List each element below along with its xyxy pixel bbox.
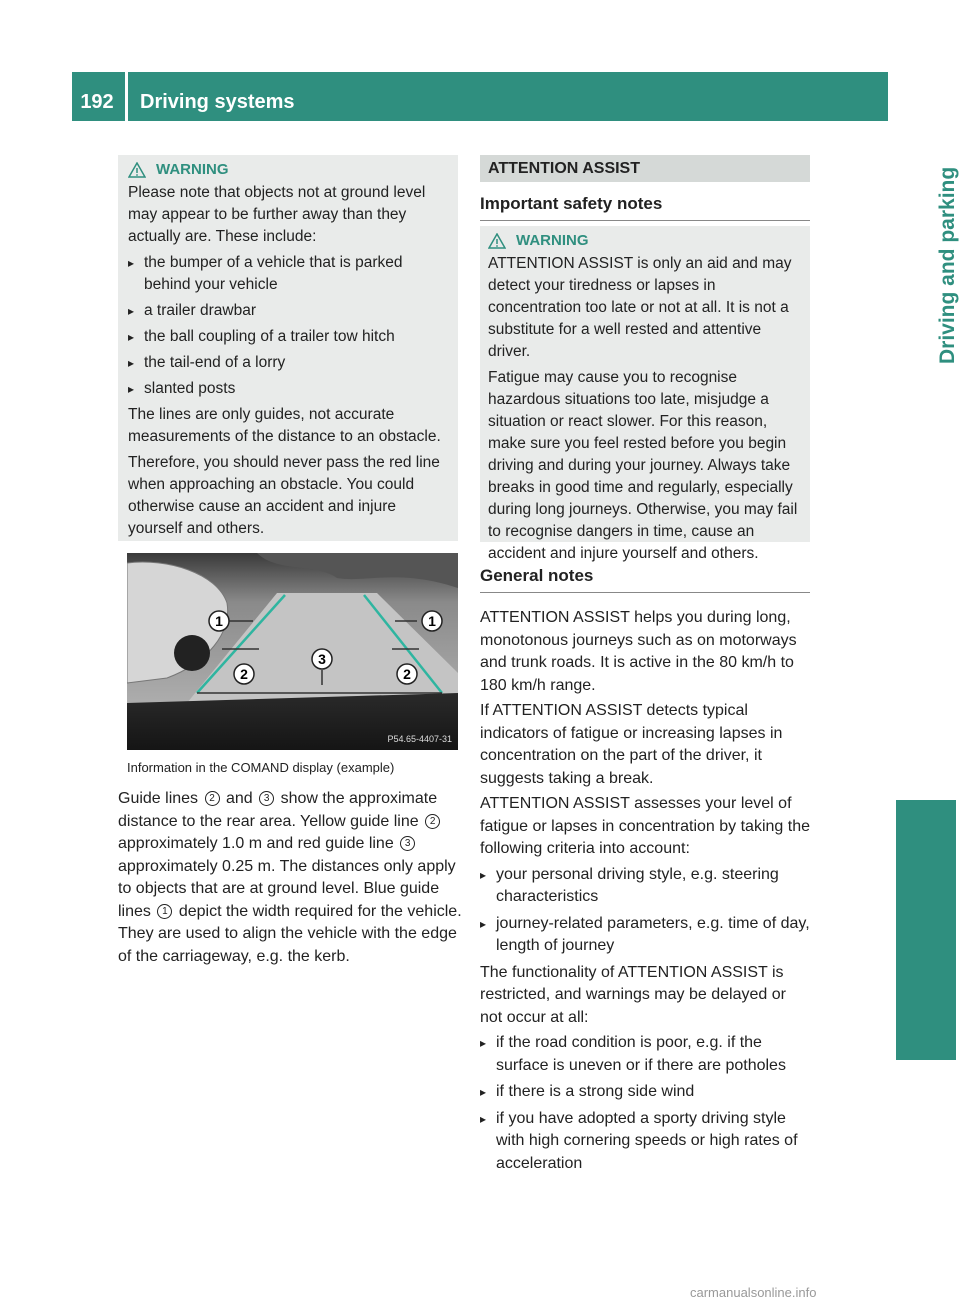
general-para3: ATTENTION ASSIST assesses your level of fatigue or lapses in concentration by taking the following criteria into account: xyxy=(480,795,810,857)
attention-assist-heading: ATTENTION ASSIST xyxy=(480,155,810,182)
figure-marker-1-left xyxy=(209,611,229,631)
figure-marker-3 xyxy=(312,649,332,669)
list-item: ▸ the bumper of a vehicle that is parked behind your vehicle xyxy=(128,252,448,296)
right-warning-header xyxy=(488,232,802,249)
right-warning-para1: ATTENTION ASSIST is only an aid and may detect your tiredness or lapses in concentration too late or not at all. It is not a substitute for a well rested and attentive driver. xyxy=(488,255,792,360)
figure-marker-1-right xyxy=(422,611,442,631)
list-item: ▸ journey-related parameters, e.g. time of day, length of journey xyxy=(480,913,810,958)
marker-2: 2 xyxy=(425,814,440,829)
list-item: ▸ if you have adopted a sporty driving style with high cornering speeds or high rates of acceleration xyxy=(480,1108,810,1176)
right-warning-title: WARNING xyxy=(516,232,589,249)
criteria-list xyxy=(480,864,810,958)
side-tab-label: Driving and parking xyxy=(936,166,959,364)
right-warning-para2: Fatigue may cause you to recognise hazardous situations too late, misjudge a situation or react slower. For this reason, make sure you feel rested before you begin driving and during your journey. Always take breaks in good time and regularly, especially during long journeys. Otherwise, you may fail to recognise dangers in time, cause an accident and injure yourself and others. xyxy=(488,369,798,562)
section-title: Driving systems xyxy=(140,91,295,113)
left-warning-title: WARNING xyxy=(156,161,229,178)
list-item: ▸ the tail-end of a lorry xyxy=(128,352,448,374)
guide-lines-text xyxy=(118,788,462,968)
text-span: and xyxy=(225,790,253,807)
warning-icon xyxy=(128,162,146,178)
marker-1: 1 xyxy=(157,904,172,919)
restrictions-list xyxy=(480,1032,810,1175)
marker-3: 3 xyxy=(400,836,415,851)
left-warning-list xyxy=(128,252,448,400)
watermark: carmanualsonline.info xyxy=(690,1285,817,1300)
side-tab xyxy=(888,72,959,372)
svg-text:3: 3 xyxy=(318,651,326,667)
important-safety-notes-heading: Important safety notes xyxy=(480,194,810,221)
left-warning-para1: The lines are only guides, not accurate measurements of the distance to an obstacle. xyxy=(128,406,441,445)
left-warning-box xyxy=(118,155,458,541)
svg-text:2: 2 xyxy=(403,666,411,682)
general-para2: If ATTENTION ASSIST detects typical indicators of fatigue or increasing lapses in concentration on the part of the driver, it suggests taking a break. xyxy=(480,702,783,787)
right-warning-box xyxy=(480,226,810,562)
marker-3: 3 xyxy=(259,791,274,806)
text-span: show the approximate distance to the rear area. Yellow guide line xyxy=(118,790,438,830)
list-item: ▸ your personal driving style, e.g. steering characteristics xyxy=(480,864,810,909)
text-span: depict the width required for the vehicle. They are used to align the vehicle with the edge of the carriageway, e.g. the kerb. xyxy=(118,902,462,965)
left-warning-intro: Please note that objects not at ground level may appear to be further away than they actually are. These include: xyxy=(128,184,426,245)
warning-icon xyxy=(488,233,506,249)
list-item: ▸ if there is a strong side wind xyxy=(480,1081,810,1104)
list-item: ▸ the ball coupling of a trailer tow hitch xyxy=(128,326,448,348)
figure-code: P54.65-4407-31 xyxy=(387,734,452,744)
text-span: Guide lines xyxy=(118,790,199,807)
svg-text:2: 2 xyxy=(240,666,248,682)
general-para1: ATTENTION ASSIST helps you during long, monotonous journeys such as on motorways and trunk roads. It is active in the 80 km/h to 180 km/h range. xyxy=(480,609,797,694)
list-item: ▸ a trailer drawbar xyxy=(128,300,448,322)
svg-text:1: 1 xyxy=(215,613,223,629)
general-notes-heading: General notes xyxy=(480,566,810,593)
list-item: ▸ if the road condition is poor, e.g. if the surface is uneven or if there are potholes xyxy=(480,1032,810,1077)
figure-marker-2-left xyxy=(234,664,254,684)
page-number: 192 xyxy=(80,91,114,113)
side-tab-marker xyxy=(896,800,956,1060)
rear-camera-image xyxy=(127,553,458,750)
general-para4: The functionality of ATTENTION ASSIST is restricted, and warnings may be delayed or not occur at all: xyxy=(480,963,786,1026)
list-item: ▸ slanted posts xyxy=(128,378,448,400)
header-divider xyxy=(125,72,128,121)
text-span: approximately 1.0 m and red guide line xyxy=(118,835,394,852)
svg-text:1: 1 xyxy=(428,613,436,629)
left-warning-header xyxy=(128,161,448,178)
left-warning-para2: Therefore, you should never pass the red line when approaching an obstacle. You could otherwise cause an accident and injure yourself and others. xyxy=(128,454,440,537)
figure-marker-2-right xyxy=(397,664,417,684)
marker-2: 2 xyxy=(205,791,220,806)
figure-caption: Information in the COMAND display (example) xyxy=(127,760,395,775)
text-span: approximately 0.25 m. The distances only apply to objects that are at ground level. Blue guide lines xyxy=(118,857,456,920)
